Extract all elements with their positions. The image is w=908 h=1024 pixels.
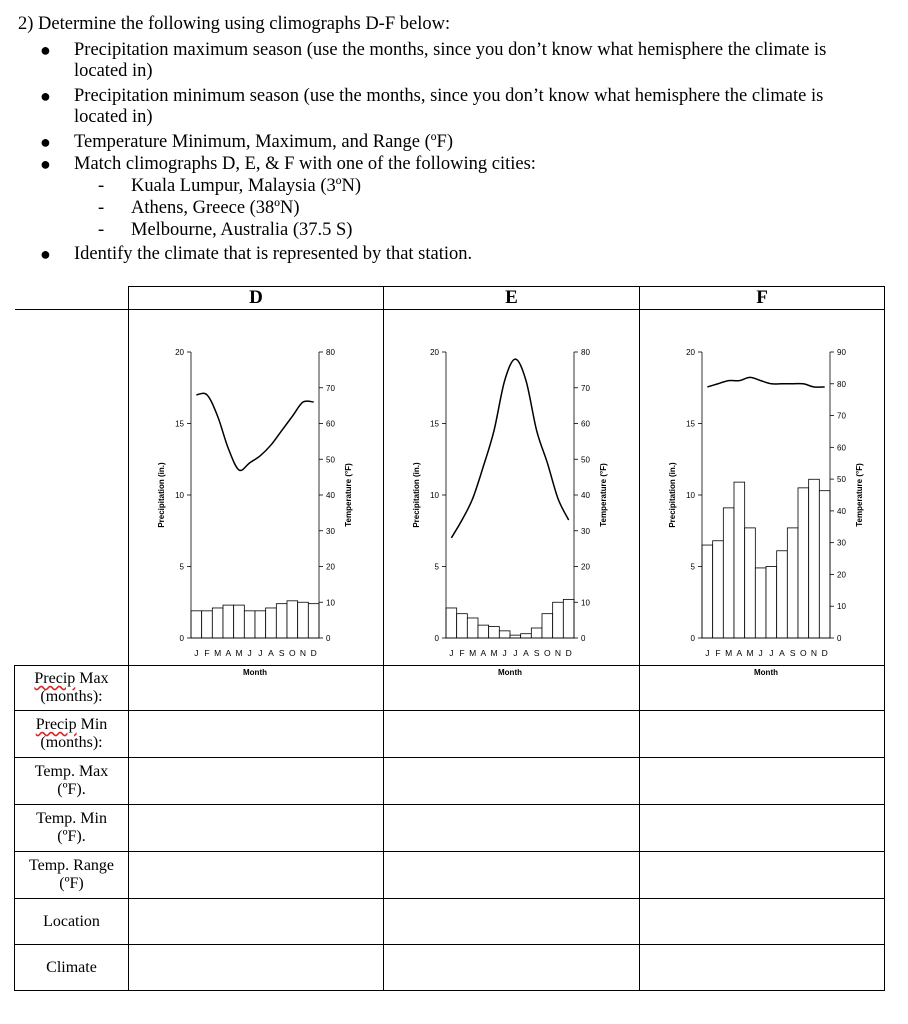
climograph-e xyxy=(384,310,639,677)
precip-bar xyxy=(499,631,510,638)
precip-bar xyxy=(809,479,820,638)
column-header-d: D xyxy=(129,287,384,310)
row-label-location xyxy=(15,899,129,945)
right-tick-label: 20 xyxy=(581,562,590,572)
precip-bar xyxy=(212,608,223,638)
column-header-e: E xyxy=(384,287,640,310)
right-tick-label: 30 xyxy=(326,526,335,536)
bullet-icon: ● xyxy=(40,86,51,106)
right-tick-label: 60 xyxy=(581,419,590,429)
row-label-text: (months): xyxy=(40,688,103,705)
left-tick-label: 20 xyxy=(430,348,439,357)
month-label: J xyxy=(502,648,507,658)
left-tick-label: 15 xyxy=(430,419,439,429)
left-tick-label: 10 xyxy=(686,491,695,500)
right-tick-label: 50 xyxy=(326,455,335,465)
month-label: J xyxy=(194,648,199,658)
month-label: A xyxy=(779,648,785,658)
instruction-line: Temperature Minimum, Maximum, and Range (ºF) xyxy=(74,132,453,152)
question-title: 2) Determine the following using climographs D-F below: xyxy=(18,14,451,34)
right-tick-label: 90 xyxy=(837,348,846,357)
row-label-precip-max xyxy=(15,666,129,711)
left-axis-title: Precipitation (in.) xyxy=(412,462,421,528)
table-corner xyxy=(15,310,129,666)
precip-bar xyxy=(734,482,745,638)
month-label: A xyxy=(736,648,743,658)
answer-cell-e-temp-min[interactable] xyxy=(384,805,640,852)
left-tick-label: 0 xyxy=(179,634,184,643)
left-axis-title: Precipitation (in.) xyxy=(157,462,166,528)
precip-bar xyxy=(276,604,287,638)
answer-table xyxy=(14,286,885,991)
left-tick-label: 20 xyxy=(175,348,184,357)
right-tick-label: 50 xyxy=(581,455,590,465)
month-label: F xyxy=(459,648,465,658)
precip-bar xyxy=(755,568,766,638)
precip-bar xyxy=(787,528,798,638)
right-tick-label: 0 xyxy=(837,634,842,643)
bullet-icon: ● xyxy=(40,40,51,60)
month-label: D xyxy=(310,648,317,658)
right-tick-label: 80 xyxy=(326,348,335,357)
climograph-cell-f xyxy=(640,310,885,677)
row-label-text: Max xyxy=(75,670,109,687)
month-label: S xyxy=(533,648,540,658)
temperature-line xyxy=(451,359,568,538)
month-label: S xyxy=(789,648,796,658)
right-axis-title: Temperature (°F) xyxy=(855,463,864,527)
precip-bar xyxy=(713,541,724,638)
precip-bar xyxy=(191,611,202,638)
answer-cell-e-location[interactable] xyxy=(384,899,640,945)
climograph-d xyxy=(129,310,383,677)
answer-cell-f-temp-max[interactable] xyxy=(640,758,885,805)
row-label-temp-max xyxy=(15,758,129,805)
instruction-line: located in) xyxy=(74,61,153,81)
month-label: M xyxy=(214,648,222,658)
answer-cell-f-temp-min[interactable] xyxy=(640,805,885,852)
city-name: Athens, Greece (38ºN) xyxy=(131,198,300,218)
right-tick-label: 30 xyxy=(581,526,590,536)
right-tick-label: 60 xyxy=(837,443,846,453)
precip-bar xyxy=(308,604,319,638)
answer-cell-f-temp-range[interactable] xyxy=(640,852,885,899)
left-tick-label: 10 xyxy=(430,491,439,500)
precip-bar xyxy=(255,611,266,638)
month-label: J xyxy=(449,648,454,658)
right-tick-label: 10 xyxy=(837,602,846,612)
row-label-text: Climate xyxy=(46,958,97,976)
precip-bar xyxy=(202,611,213,638)
instruction-line: Match climographs D, E, & F with one of the following cities: xyxy=(74,154,536,174)
climograph-cell-d xyxy=(129,310,384,677)
right-axis-title: Temperature (°F) xyxy=(599,463,608,527)
precip-bar xyxy=(819,491,830,638)
month-label: O xyxy=(289,648,296,658)
precip-bar xyxy=(777,551,788,638)
row-label-text: (ºF) xyxy=(59,875,84,892)
left-tick-label: 15 xyxy=(686,419,695,429)
month-label: M xyxy=(490,648,498,658)
right-tick-label: 40 xyxy=(581,491,590,500)
right-tick-label: 20 xyxy=(837,570,846,580)
precip-bar xyxy=(563,599,574,638)
month-label: J xyxy=(769,648,774,658)
answer-cell-e-temp-range[interactable] xyxy=(384,852,640,899)
month-label: M xyxy=(725,648,733,658)
left-tick-label: 15 xyxy=(175,419,184,429)
x-axis-title: Month xyxy=(243,668,267,677)
column-header-f: F xyxy=(640,287,885,310)
dash-icon: - xyxy=(98,176,105,196)
right-tick-label: 60 xyxy=(326,419,335,429)
precip-bar xyxy=(234,605,245,638)
right-tick-label: 80 xyxy=(581,348,590,357)
left-tick-label: 5 xyxy=(690,562,695,572)
answer-cell-f-climate[interactable] xyxy=(640,945,885,991)
climograph-f xyxy=(640,310,884,677)
answer-cell-d-temp-max[interactable] xyxy=(129,758,384,805)
precip-bar xyxy=(723,508,734,638)
right-tick-label: 20 xyxy=(326,562,335,572)
precip-bar xyxy=(266,608,277,638)
row-label-text: Location xyxy=(43,912,100,930)
row-label-text: Precip xyxy=(34,670,76,687)
answer-cell-e-precip-min[interactable] xyxy=(384,711,640,758)
month-label: O xyxy=(800,648,807,658)
row-label-text: (ºF). xyxy=(57,781,86,798)
right-axis-title: Temperature (°F) xyxy=(344,463,353,527)
precip-bar xyxy=(244,611,255,638)
month-label: D xyxy=(821,648,828,658)
answer-cell-d-climate[interactable] xyxy=(129,945,384,991)
precip-bar xyxy=(223,605,234,638)
month-label: N xyxy=(554,648,562,658)
right-tick-label: 40 xyxy=(837,506,846,516)
right-tick-label: 0 xyxy=(581,634,586,643)
month-label: F xyxy=(204,648,210,658)
x-axis-title: Month xyxy=(498,668,522,677)
row-label-text: Precip xyxy=(35,716,77,733)
instruction-line: Precipitation maximum season (use the months, since you don’t know what hemisphere the climate is xyxy=(74,40,827,60)
dash-icon: - xyxy=(98,198,105,218)
precip-bar xyxy=(478,625,489,638)
month-label: A xyxy=(480,648,487,658)
right-tick-label: 70 xyxy=(581,383,590,393)
month-label: N xyxy=(810,648,818,658)
month-label: J xyxy=(705,648,710,658)
right-tick-label: 10 xyxy=(326,598,335,608)
instruction-line: Precipitation minimum season (use the months, since you don’t know what hemisphere the climate is xyxy=(74,86,824,106)
temperature-line xyxy=(196,393,313,470)
row-label-temp-range xyxy=(15,852,129,899)
month-label: M xyxy=(746,648,754,658)
answer-cell-d-temp-range[interactable] xyxy=(129,852,384,899)
answer-cell-f-precip-min[interactable] xyxy=(640,711,885,758)
answer-cell-e-climate[interactable] xyxy=(384,945,640,991)
right-tick-label: 70 xyxy=(326,383,335,393)
right-tick-label: 70 xyxy=(837,411,846,421)
right-tick-label: 0 xyxy=(326,634,331,643)
month-label: S xyxy=(278,648,285,658)
left-tick-label: 0 xyxy=(690,634,695,643)
bullet-icon: ● xyxy=(40,132,51,152)
row-label-text: Temp. Range xyxy=(28,857,115,874)
instruction-line: Identify the climate that is represented by that station. xyxy=(74,244,473,264)
instruction-line: located in) xyxy=(74,107,153,127)
right-tick-label: 50 xyxy=(837,475,846,485)
right-tick-label: 80 xyxy=(837,379,846,389)
month-label: F xyxy=(715,648,721,658)
temperature-line xyxy=(707,377,824,387)
precip-bar xyxy=(287,601,298,638)
month-label: J xyxy=(247,648,252,658)
answer-cell-d-precip-min[interactable] xyxy=(129,711,384,758)
left-tick-label: 10 xyxy=(175,491,184,500)
month-label: A xyxy=(225,648,232,658)
precip-bar xyxy=(542,614,553,638)
answer-cell-d-location[interactable] xyxy=(129,899,384,945)
precip-bar xyxy=(298,602,309,638)
precip-bar xyxy=(766,567,777,639)
left-axis-title: Precipitation (in.) xyxy=(668,462,677,528)
answer-cell-e-temp-max[interactable] xyxy=(384,758,640,805)
right-tick-label: 30 xyxy=(837,538,846,548)
climograph-cell-e xyxy=(384,310,640,677)
month-label: M xyxy=(235,648,243,658)
left-tick-label: 0 xyxy=(434,634,439,643)
bullet-icon: ● xyxy=(40,244,51,264)
precip-bar xyxy=(521,634,532,638)
row-label-precip-min xyxy=(15,711,129,758)
precip-bar xyxy=(745,528,756,638)
month-label: A xyxy=(523,648,529,658)
row-label-text: (ºF). xyxy=(57,828,86,845)
month-label: D xyxy=(565,648,572,658)
row-label-text: Temp. Max xyxy=(34,763,109,780)
month-label: N xyxy=(299,648,307,658)
month-label: J xyxy=(758,648,763,658)
precip-bar xyxy=(467,618,478,638)
row-label-text: (months): xyxy=(40,734,103,751)
city-name: Kuala Lumpur, Malaysia (3ºN) xyxy=(131,176,362,196)
row-label-text: Temp. Min xyxy=(36,810,107,827)
precip-bar xyxy=(798,488,809,638)
dash-icon: - xyxy=(98,220,105,240)
left-tick-label: 20 xyxy=(686,348,695,357)
month-label: A xyxy=(268,648,274,658)
answer-cell-f-location[interactable] xyxy=(640,899,885,945)
precip-bar xyxy=(489,627,500,638)
table-corner xyxy=(15,287,129,310)
month-label: J xyxy=(258,648,263,658)
row-label-climate xyxy=(15,945,129,991)
bullet-icon: ● xyxy=(40,154,51,174)
left-tick-label: 5 xyxy=(179,562,184,572)
month-label: M xyxy=(469,648,477,658)
month-label: O xyxy=(544,648,551,658)
precip-bar xyxy=(553,602,564,638)
left-tick-label: 5 xyxy=(434,562,439,572)
right-tick-label: 40 xyxy=(326,491,335,500)
row-label-text: Min xyxy=(76,716,108,733)
month-label: J xyxy=(513,648,518,658)
precip-bar xyxy=(531,628,542,638)
precip-bar xyxy=(510,635,521,638)
x-axis-title: Month xyxy=(754,668,778,677)
right-tick-label: 10 xyxy=(581,598,590,608)
city-name: Melbourne, Australia (37.5 S) xyxy=(131,220,353,240)
precip-bar xyxy=(446,608,457,638)
precip-bar xyxy=(702,545,713,638)
row-label-temp-min xyxy=(15,805,129,852)
answer-cell-d-temp-min[interactable] xyxy=(129,805,384,852)
precip-bar xyxy=(457,614,468,638)
